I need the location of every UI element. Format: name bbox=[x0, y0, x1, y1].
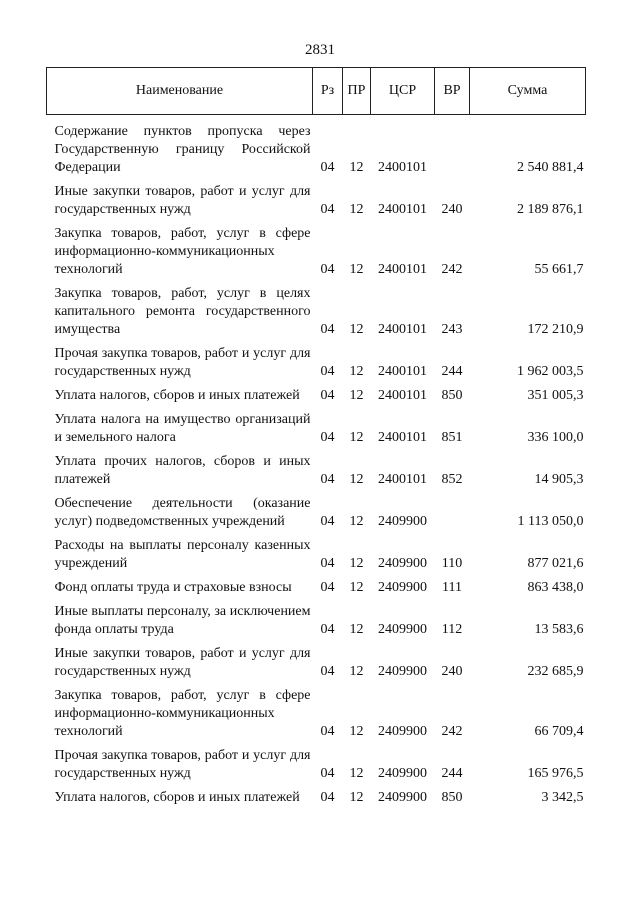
cell-pr: 12 bbox=[349, 622, 364, 637]
cell-pr: 12 bbox=[349, 202, 364, 217]
cell-sum: 877 021,6 bbox=[527, 556, 584, 571]
cell-vr: 111 bbox=[442, 580, 462, 595]
cell-csr: 2400101 bbox=[378, 262, 427, 277]
table-row bbox=[47, 405, 586, 447]
table-row bbox=[47, 783, 586, 807]
cell-sum: 336 100,0 bbox=[527, 430, 584, 445]
cell-csr: 2400101 bbox=[378, 160, 427, 175]
cell-sum: 2 189 876,1 bbox=[517, 202, 584, 217]
cell-name: Фонд оплаты труда и страховые взносы bbox=[54, 580, 292, 595]
header-pr: ПР bbox=[343, 68, 371, 115]
cell-csr: 2409900 bbox=[378, 664, 427, 679]
cell-vr: 244 bbox=[441, 364, 463, 379]
cell-pr: 12 bbox=[349, 430, 364, 445]
cell-csr: 2409900 bbox=[378, 556, 427, 571]
cell-pr: 12 bbox=[349, 664, 364, 679]
cell-pr: 12 bbox=[349, 262, 364, 277]
cell-rz: 04 bbox=[320, 556, 335, 571]
header-sum: Сумма bbox=[470, 68, 586, 115]
cell-pr: 12 bbox=[349, 790, 364, 805]
cell-vr: 240 bbox=[441, 202, 463, 217]
cell-sum: 232 685,9 bbox=[527, 664, 584, 679]
cell-vr: 852 bbox=[441, 472, 463, 487]
cell-name: Уплата налогов, сборов и иных платежей bbox=[54, 790, 300, 805]
cell-csr: 2400101 bbox=[378, 388, 427, 403]
cell-vr: 110 bbox=[441, 556, 463, 571]
cell-sum: 172 210,9 bbox=[527, 322, 584, 337]
cell-name: Иные закупки товаров, работ и услуг для государственных нужд bbox=[54, 184, 311, 217]
cell-csr: 2400101 bbox=[378, 472, 427, 487]
table-row bbox=[47, 177, 586, 219]
header-name: Наименование bbox=[47, 68, 313, 115]
cell-sum: 1 962 003,5 bbox=[517, 364, 584, 379]
cell-rz: 04 bbox=[320, 790, 335, 805]
cell-csr: 2409900 bbox=[378, 724, 427, 739]
cell-csr: 2400101 bbox=[378, 430, 427, 445]
cell-csr: 2409900 bbox=[378, 580, 427, 595]
cell-rz: 04 bbox=[320, 514, 335, 529]
cell-name: Закупка товаров, работ, услуг в сфере информационно-коммуникационных технологий bbox=[54, 688, 311, 739]
table-row bbox=[47, 115, 586, 178]
cell-rz: 04 bbox=[320, 724, 335, 739]
cell-pr: 12 bbox=[349, 364, 364, 379]
cell-pr: 12 bbox=[349, 322, 364, 337]
cell-name: Содержание пунктов пропуска через Государственную границу Российской Федерации bbox=[54, 124, 311, 175]
cell-csr: 2409900 bbox=[378, 514, 427, 529]
cell-rz: 04 bbox=[320, 262, 335, 277]
cell-sum: 3 342,5 bbox=[541, 790, 584, 805]
cell-sum: 66 709,4 bbox=[534, 724, 584, 739]
cell-rz: 04 bbox=[320, 160, 335, 175]
cell-sum: 1 113 050,0 bbox=[517, 514, 584, 529]
table-row bbox=[47, 339, 586, 381]
cell-sum: 13 583,6 bbox=[534, 622, 584, 637]
table-row bbox=[47, 489, 586, 531]
cell-rz: 04 bbox=[320, 580, 335, 595]
cell-pr: 12 bbox=[349, 766, 364, 781]
cell-sum: 351 005,3 bbox=[527, 388, 584, 403]
cell-vr bbox=[435, 115, 470, 178]
header-csr: ЦСР bbox=[371, 68, 435, 115]
cell-vr: 243 bbox=[441, 322, 463, 337]
cell-rz: 04 bbox=[320, 622, 335, 637]
cell-vr: 112 bbox=[441, 622, 463, 637]
table-row bbox=[47, 381, 586, 405]
table-row bbox=[47, 279, 586, 339]
cell-rz: 04 bbox=[320, 664, 335, 679]
cell-csr: 2400101 bbox=[378, 364, 427, 379]
cell-pr: 12 bbox=[349, 514, 364, 529]
cell-name: Прочая закупка товаров, работ и услуг для государственных нужд bbox=[54, 748, 311, 781]
cell-name: Закупка товаров, работ, услуг в сфере информационно-коммуникационных технологий bbox=[54, 226, 311, 277]
cell-pr: 12 bbox=[349, 472, 364, 487]
table-row bbox=[47, 639, 586, 681]
cell-vr: 850 bbox=[441, 388, 463, 403]
cell-vr bbox=[435, 489, 470, 531]
cell-rz: 04 bbox=[320, 472, 335, 487]
cell-pr: 12 bbox=[349, 556, 364, 571]
cell-rz: 04 bbox=[320, 322, 335, 337]
cell-name: Обеспечение деятельности (оказание услуг) подведомственных учреждений bbox=[54, 496, 311, 529]
cell-name: Прочая закупка товаров, работ и услуг для государственных нужд bbox=[54, 346, 311, 379]
cell-csr: 2409900 bbox=[378, 622, 427, 637]
cell-csr: 2409900 bbox=[378, 766, 427, 781]
cell-sum: 55 661,7 bbox=[534, 262, 584, 277]
cell-vr: 242 bbox=[441, 724, 463, 739]
table-body bbox=[47, 115, 586, 808]
cell-sum: 2 540 881,4 bbox=[517, 160, 584, 175]
cell-pr: 12 bbox=[349, 580, 364, 595]
table-row bbox=[47, 597, 586, 639]
cell-vr: 240 bbox=[441, 664, 463, 679]
cell-rz: 04 bbox=[320, 202, 335, 217]
table-row bbox=[47, 741, 586, 783]
cell-vr: 851 bbox=[441, 430, 463, 445]
cell-rz: 04 bbox=[320, 364, 335, 379]
cell-name: Иные выплаты персоналу, за исключением фонда оплаты труда bbox=[54, 604, 311, 637]
cell-sum: 14 905,3 bbox=[534, 472, 584, 487]
table-row bbox=[47, 681, 586, 741]
table-row bbox=[47, 573, 586, 597]
cell-sum: 863 438,0 bbox=[527, 580, 584, 595]
cell-name: Расходы на выплаты персоналу казенных учреждений bbox=[54, 538, 311, 571]
cell-sum: 165 976,5 bbox=[527, 766, 584, 781]
cell-name: Уплата налогов, сборов и иных платежей bbox=[54, 388, 300, 403]
header-vr: ВР bbox=[435, 68, 470, 115]
cell-rz: 04 bbox=[320, 766, 335, 781]
cell-pr: 12 bbox=[349, 388, 364, 403]
table-row bbox=[47, 447, 586, 489]
header-rz: Рз bbox=[313, 68, 343, 115]
page-number: 2831 bbox=[305, 42, 335, 58]
table-row bbox=[47, 531, 586, 573]
cell-name: Уплата прочих налогов, сборов и иных платежей bbox=[54, 454, 311, 487]
cell-csr: 2409900 bbox=[378, 790, 427, 805]
budget-table bbox=[46, 67, 586, 807]
cell-name: Иные закупки товаров, работ и услуг для государственных нужд bbox=[54, 646, 311, 679]
cell-name: Закупка товаров, работ, услуг в целях капитального ремонта государственного имущества bbox=[54, 286, 311, 337]
cell-rz: 04 bbox=[320, 430, 335, 445]
cell-vr: 850 bbox=[441, 790, 463, 805]
table-header bbox=[47, 68, 586, 115]
cell-csr: 2400101 bbox=[378, 202, 427, 217]
cell-vr: 242 bbox=[441, 262, 463, 277]
cell-vr: 244 bbox=[441, 766, 463, 781]
cell-rz: 04 bbox=[320, 388, 335, 403]
table-row bbox=[47, 219, 586, 279]
cell-pr: 12 bbox=[349, 724, 364, 739]
cell-csr: 2400101 bbox=[378, 322, 427, 337]
cell-name: Уплата налога на имущество организаций и земельного налога bbox=[54, 412, 311, 445]
cell-pr: 12 bbox=[349, 160, 364, 175]
